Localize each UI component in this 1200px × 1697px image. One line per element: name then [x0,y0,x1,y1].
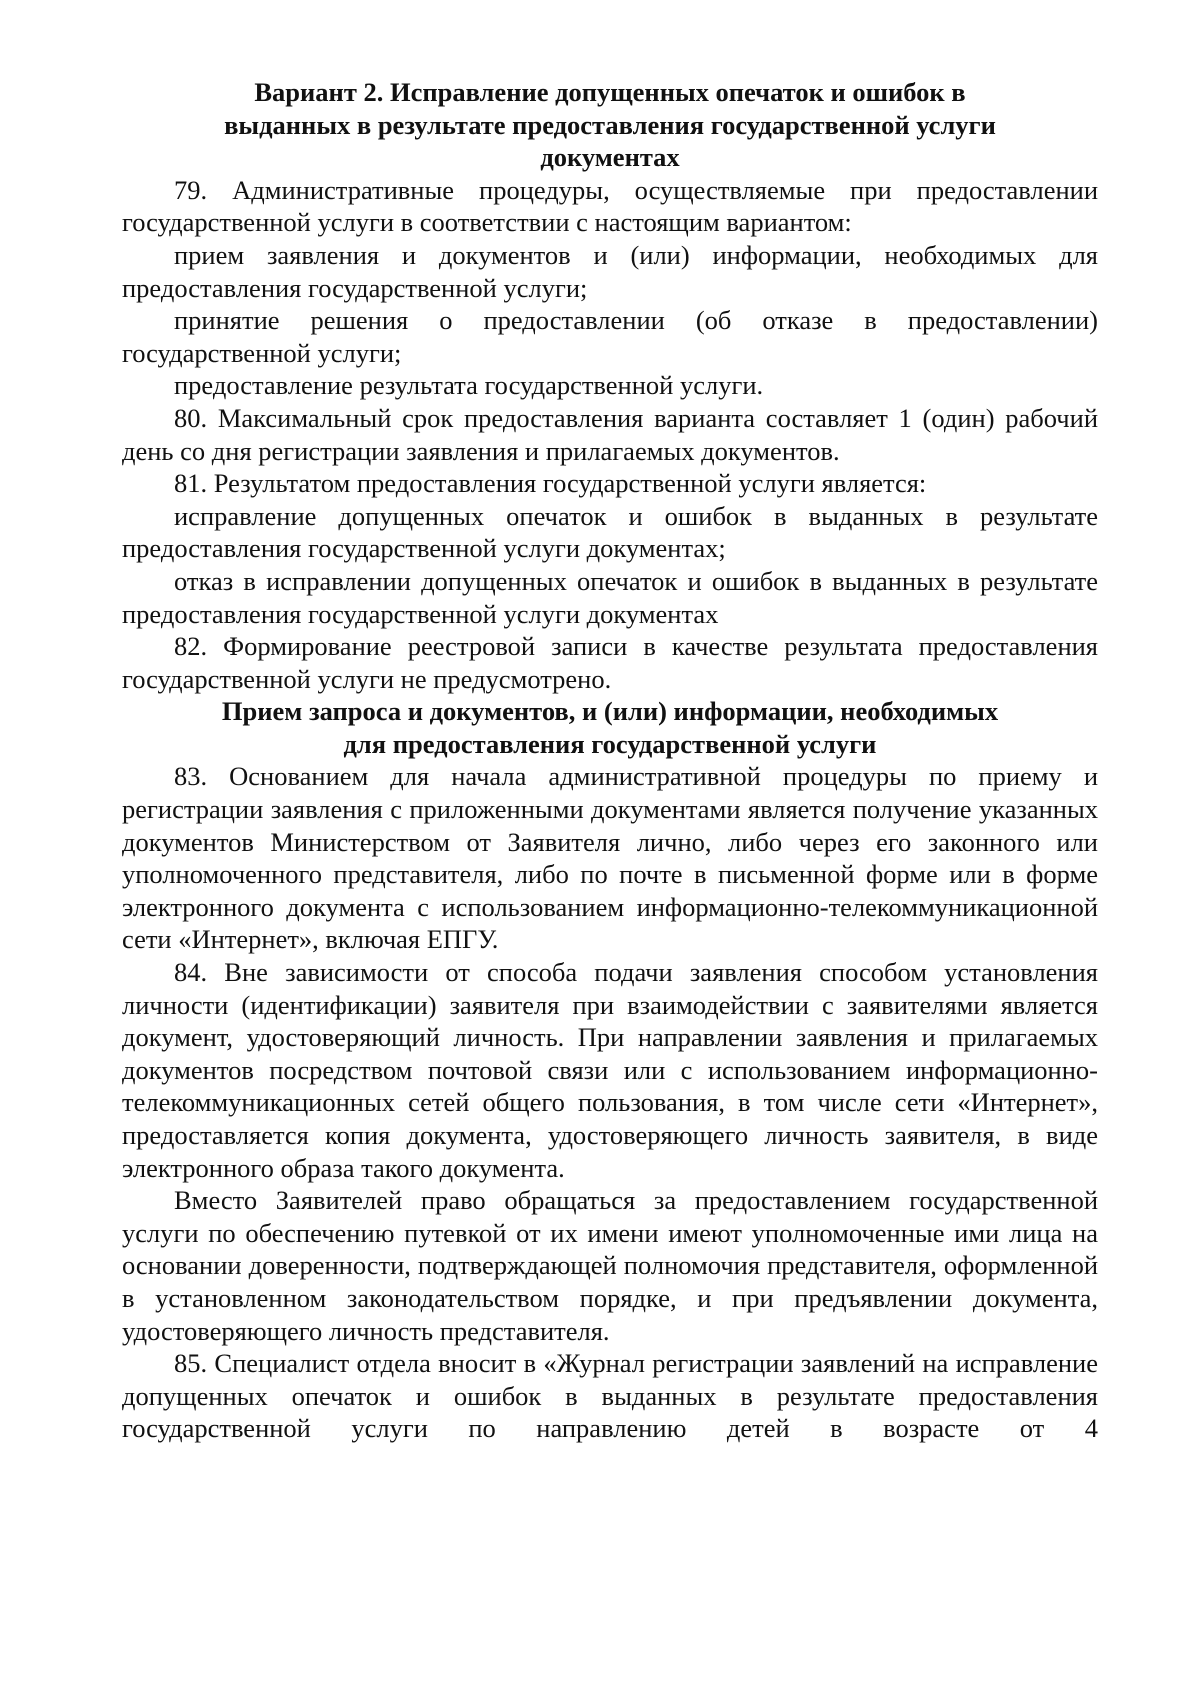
title-line: выданных в результате предоставления государственной услуги [224,109,996,140]
title-line: Вариант 2. Исправление допущенных опечаток и ошибок в [254,77,966,107]
section-title-variant-2 [122,76,1098,174]
list-item-correction: исправление допущенных опечаток и ошибок в выданных в результате предоставления государственной услуги документах; [122,500,1098,564]
paragraph-84: 84. Вне зависимости от способа подачи заявления способом установления личности (идентификации) заявителя при взаимодействии с заявителями является документ, удостоверяющий личность. При направлении заявления и прилагаемых документов посредством почтовой связи или с использованием информационно-телекоммуникационных сетей общего пользования, в том числе сети «Интернет», предоставляется копия документа, удостоверяющего личность заявителя, в виде электронного образа такого документа. [122,957,1098,1183]
paragraph-81: 81. Результатом предоставления государственной услуги является: [174,468,927,499]
list-item-reception: прием заявления и документов и (или) информации, необходимых для предоставления государственной услуги; [122,239,1098,303]
title-line: документах [540,142,680,173]
paragraph-83: 83. Основанием для начала административной процедуры по приему и регистрации заявления с приложенными документами является получение указанных документов Министерством от Заявителя лично, либо через его законного или уполномоченного представителя, либо по почте в письменной форме или в форме электронного документа с использованием информационно-телекоммуникационной сети «Интернет», включая ЕПГУ. [122,761,1098,955]
paragraph-85: 85. Специалист отдела вносит в «Журнал регистрации заявлений на исправление допущенных опечаток и ошибок в выданных в результате предоставления государственной услуги по направлению детей в возрасте от 4 [122,1348,1098,1444]
title-line: для предоставления государственной услуги [343,728,877,759]
paragraph-79: 79. Административные процедуры, осуществляемые при предоставлении государственной услуги в соответствии с настоящим вариантом: [122,174,1098,238]
title-line: Прием запроса и документов, и (или) информации, необходимых [221,696,999,727]
list-item-refusal: отказ в исправлении допущенных опечаток и ошибок в выданных в результате предоставления государственной услуги документах [122,565,1098,629]
paragraph-82: 82. Формирование реестровой записи в качестве результата предоставления государственной услуги не предусмотрено. [122,631,1098,694]
paragraph-80: 80. Максимальный срок предоставления варианта составляет 1 (один) рабочий день со дня регистрации заявления и прилагаемых документов. [122,402,1098,466]
paragraph-representatives: Вместо Заявителей право обращаться за предоставлением государственной услуги по обеспечению путевкой от их имени имеют уполномоченные ими лица на основании доверенности, подтверждающей полномочия представителя, оформленной в установленном законодательством порядке, и при предъявлении документа, удостоверяющего личность представителя. [122,1185,1098,1346]
list-item-result: предоставление результата государственной услуги. [174,370,764,401]
list-item-decision: принятие решения о предоставлении (об отказе в предоставлении) государственной услуги; [122,305,1098,368]
document-body [122,76,1098,1445]
section-title-reception [122,695,1098,760]
